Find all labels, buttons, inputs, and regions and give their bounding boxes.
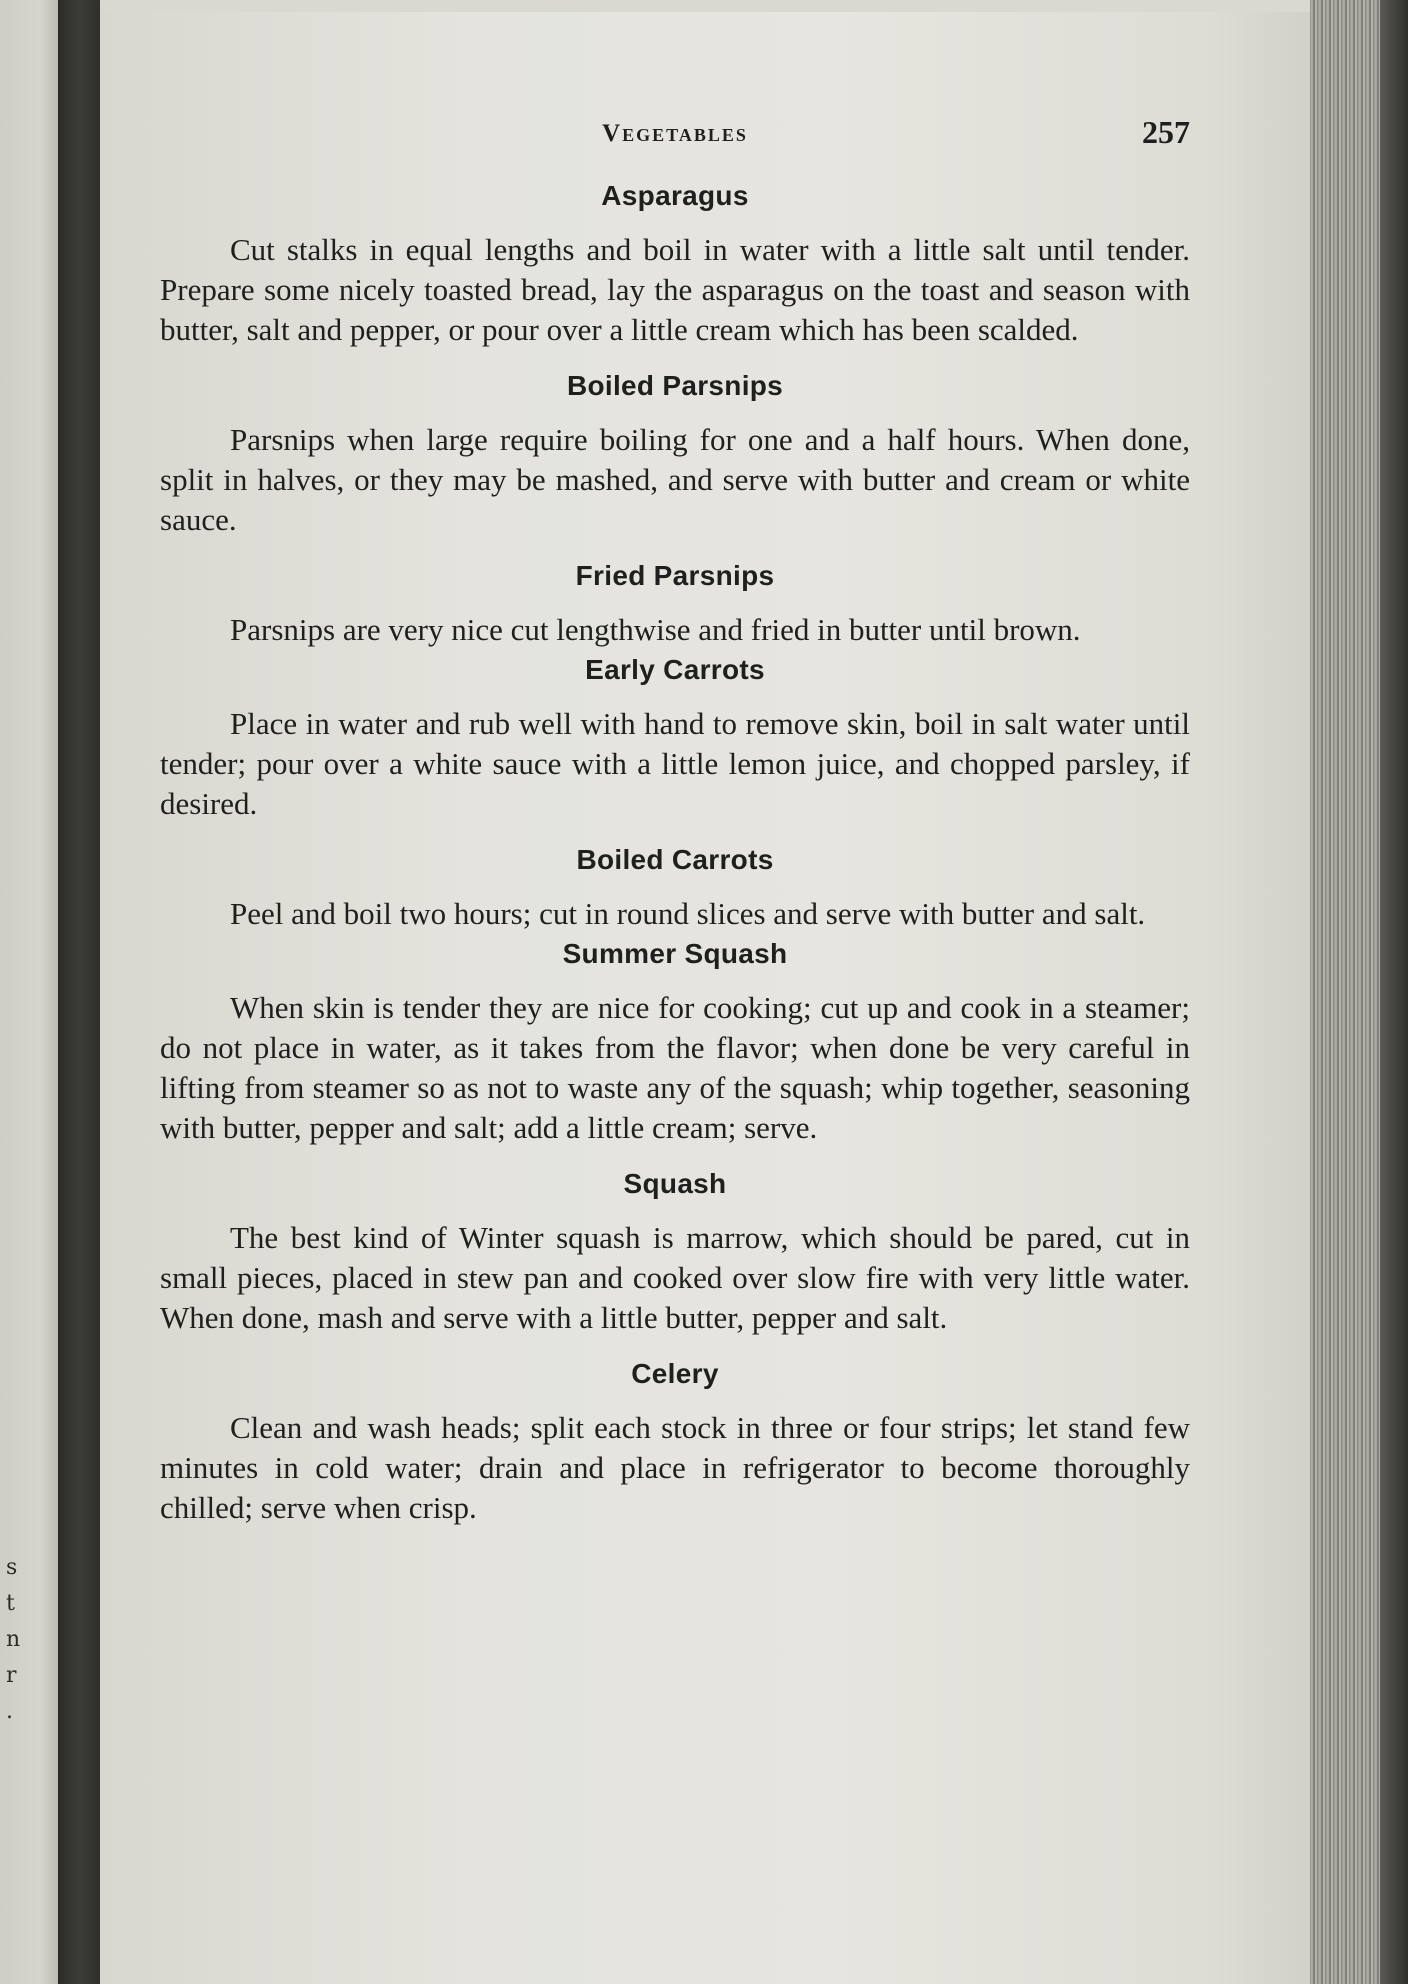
recipe-asparagus xyxy=(160,180,1190,350)
recipe-fried-parsnips xyxy=(160,560,1190,650)
book-binding xyxy=(58,0,100,1984)
recipe-text: Clean and wash heads; split each stock in three or four strips; let stand few minutes in cold water; drain and place in refrigerator to become thoroughly chilled; serve when crisp. xyxy=(160,1410,1190,1525)
recipe-title: Squash xyxy=(623,1168,727,1199)
facing-page-fragment: n xyxy=(6,1627,21,1652)
recipe-text: Cut stalks in equal lengths and boil in water with a little salt until tender. Prepare some nicely toasted bread, lay the asparagus on the toast and season with butter, salt and pepper, or pour over a little cream which has been scalded. xyxy=(160,232,1190,347)
recipe-early-carrots xyxy=(160,654,1190,824)
page-content xyxy=(160,100,1190,1528)
recipe-summer-squash xyxy=(160,938,1190,1148)
recipe-boiled-carrots xyxy=(160,844,1190,934)
recipe-title: Summer Squash xyxy=(562,938,788,969)
running-head xyxy=(160,100,1190,160)
recipe-text: When skin is tender they are nice for cooking; cut up and cook in a steamer; do not place in water, as it takes from the flavor; when done be very careful in lifting from steamer so as not to waste any of the squash; whip together, seasoning with butter, pepper and salt; add a little cream; serve. xyxy=(160,990,1190,1145)
book-cover-edge xyxy=(1380,0,1408,1984)
recipe-title: Boiled Parsnips xyxy=(566,370,784,401)
recipe-title: Fried Parsnips xyxy=(575,560,775,591)
page-number: 257 xyxy=(1142,114,1190,150)
facing-page-fragment: r xyxy=(6,1663,17,1688)
recipe-title: Celery xyxy=(631,1358,719,1389)
facing-page-fragment: . xyxy=(6,1699,13,1724)
running-head-title: Vegetables xyxy=(602,120,748,147)
recipe-text: Parsnips when large require boiling for one and a half hours. When done, split in halves, or they may be mashed, and serve with butter and cream or white sauce. xyxy=(160,422,1190,537)
recipe-squash xyxy=(160,1168,1190,1338)
facing-page-edge xyxy=(0,0,58,1984)
recipe-title: Asparagus xyxy=(601,180,749,211)
recipe-text: Place in water and rub well with hand to remove skin, boil in salt water until tender; pour over a white sauce with a little lemon juice, and chopped parsley, if desired. xyxy=(160,706,1190,821)
facing-page-fragment: t xyxy=(6,1591,15,1616)
recipe-celery xyxy=(160,1358,1190,1528)
recipe-boiled-parsnips xyxy=(160,370,1190,540)
recipe-title: Boiled Carrots xyxy=(576,844,774,875)
recipe-text: Peel and boil two hours; cut in round slices and serve with butter and salt. xyxy=(230,896,1146,931)
facing-page-fragment: s xyxy=(6,1555,18,1580)
recipe-title: Early Carrots xyxy=(585,654,765,685)
recipe-text: Parsnips are very nice cut lengthwise and fried in butter until brown. xyxy=(230,612,1081,647)
recipe-text: The best kind of Winter squash is marrow, which should be pared, cut in small pieces, placed in stew pan and cooked over slow fire with very little water. When done, mash and serve with a little butter, pepper and salt. xyxy=(160,1220,1190,1335)
